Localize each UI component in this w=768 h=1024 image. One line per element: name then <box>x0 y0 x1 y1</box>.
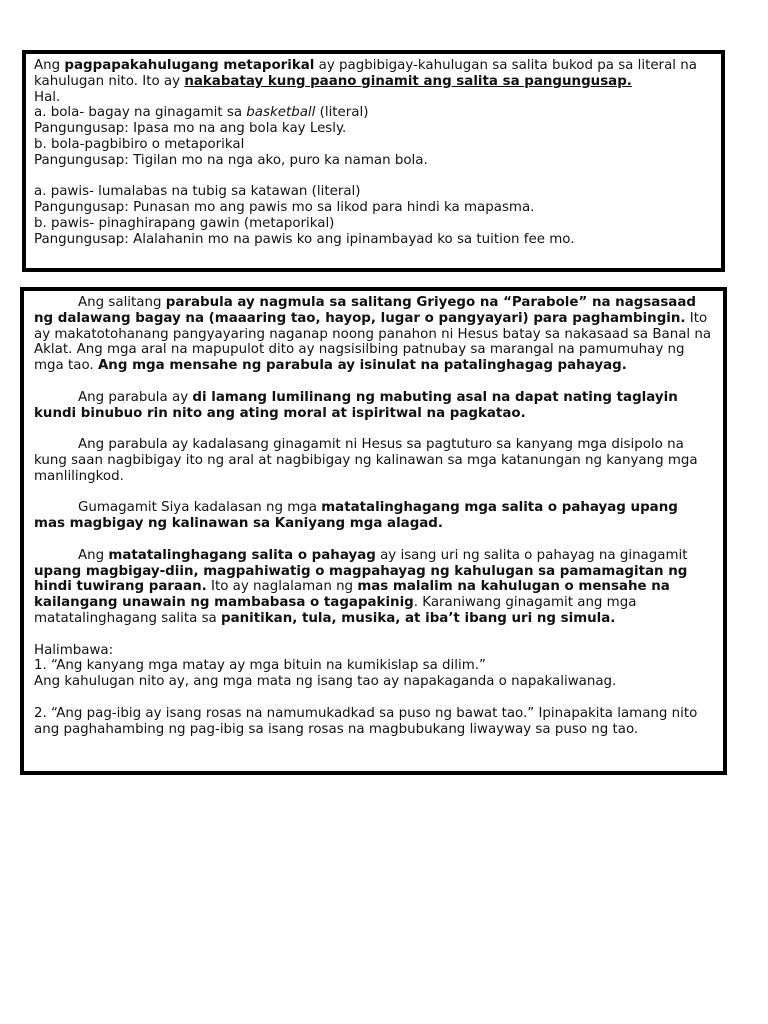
key-statement: nakabatay kung paano ginamit ang salita sa pangungusap. <box>184 73 632 89</box>
bold-run: panitikan, tula, musika, at iba’t ibang uri ng simula. <box>221 610 616 626</box>
example-sentence: Pangungusap: Tigilan mo na nga ako, puro ka naman bola. <box>34 152 428 168</box>
paragraph <box>34 437 713 484</box>
paragraph <box>34 295 713 374</box>
text-run: ay pagbibigay-kahulugan sa salita bukod pa sa literal na <box>314 58 697 73</box>
text-run: a. bola- bagay na ginagamit sa <box>34 105 247 121</box>
example-1-meaning: Ang kahulugan nito ay, ang mga mata ng isang tao ay napakaganda o napakaliwanag. <box>34 674 617 690</box>
text-run: Ang parabula ay <box>78 389 193 405</box>
text-run: kahulugan nito. Ito ay <box>34 73 185 89</box>
text-run: Ang parabula ay kadalasang ginagamit ni Hesus sa pagtuturo sa kanyang mga disipolo na kung saan nagbibigay ito ng aral at nagbibigay ng kalinawan sa mga katanungan ng kanyang mga manlilingkod. <box>34 437 698 484</box>
text-run: Ang <box>78 547 109 563</box>
example-sentence: Pangungusap: Alalahanin mo na pawis ko ang ipinambayad ko sa tuition fee mo. <box>34 231 575 247</box>
bold-run: matatalinghagang salita o pahayag <box>108 547 376 563</box>
paragraph <box>34 390 713 422</box>
text-run: Ito ay makatotohanang pangyayaring naganap noong panahon ni Hesus batay sa nakasaad sa Banal na Aklat. Ang mga aral na mapupulot dito ay nagsisilbing patnubay sa marangal na pamumuhay ng mga tao. <box>34 310 712 374</box>
text-run: . Karaniwang ginagamit ang mga matatalinghagang salita sa <box>34 595 637 626</box>
bold-run: matatalinghagang mga salita o pahayag upang mas magbigay ng kalinawan sa Kaniyang mga alagad. <box>34 500 678 532</box>
bold-run: parabula ay nagmula sa salitang Griyego na “Parabole” na nagsasaad ng dalawang bagay na (maaaring tao, hayop, lugar o pangyayari) para paghambingin. <box>34 295 696 326</box>
bold-run: upang magbigay-diin, magpahiwatig o magpahayag ng kahulugan sa pamamagitan ng hindi tuwirang paraan. <box>34 563 688 595</box>
text-run: Gumagamit Siya kadalasan ng mga <box>78 500 322 516</box>
example-item: b. pawis- pinaghirapang gawin (metaporikal) <box>34 215 335 231</box>
example-label: Hal. <box>34 89 61 105</box>
metaphorical-meaning-box <box>22 50 725 272</box>
example-item <box>34 105 713 121</box>
text-run: Ang <box>34 58 65 73</box>
spacer <box>34 169 713 185</box>
example-item: a. pawis- lumalabas na tubig sa katawan (literal) <box>34 184 361 200</box>
parable-box <box>20 287 727 775</box>
text-line <box>34 74 713 90</box>
term-bold: pagpapakahulugang metaporikal <box>64 58 315 73</box>
bold-run: Ang mga mensahe ng parabula ay isinulat na patalinghagag pahayag. <box>97 358 627 374</box>
paragraph <box>34 548 713 627</box>
text-run: Ang salitang <box>78 295 166 310</box>
example-1: 1. “Ang kanyang mga matay ay mga bituin na kumikislap sa dilim.” <box>34 658 486 674</box>
text-line <box>34 58 713 74</box>
example-sentence: Pangungusap: Ipasa mo na ang bola kay Lesly. <box>34 121 347 137</box>
examples <box>34 643 713 690</box>
paragraph <box>34 500 713 532</box>
example-2: 2. “Ang pag-ibig ay isang rosas na namumukadkad sa puso ng bawat tao.” Ipinapakita lamang nito ang paghahambing ng pag-ibig sa isang rosas na magbubukang liwayway sa puso ng tao. <box>34 705 698 737</box>
bold-run: mas malalim na kahulugan o mensahe na kailangang unawain ng mambabasa o tagapakinig <box>34 579 670 611</box>
text-run: (literal) <box>315 105 369 121</box>
bold-run: di lamang lumilinang ng mabuting asal na dapat nating taglayin kundi binubuo rin nito ang ating moral at ispiritwal na pagkatao. <box>34 389 678 421</box>
text-run: ay isang uri ng salita o pahayag na ginagamit <box>375 547 688 563</box>
italic-term: basketball <box>246 105 316 121</box>
text-run: Ito ay naglalaman ng <box>206 579 358 595</box>
example-item: b. bola-pagbibiro o metaporikal <box>34 136 245 152</box>
example-sentence: Pangungusap: Punasan mo ang pawis mo sa likod para hindi ka mapasma. <box>34 200 535 216</box>
examples-heading: Halimbawa: <box>34 642 114 658</box>
